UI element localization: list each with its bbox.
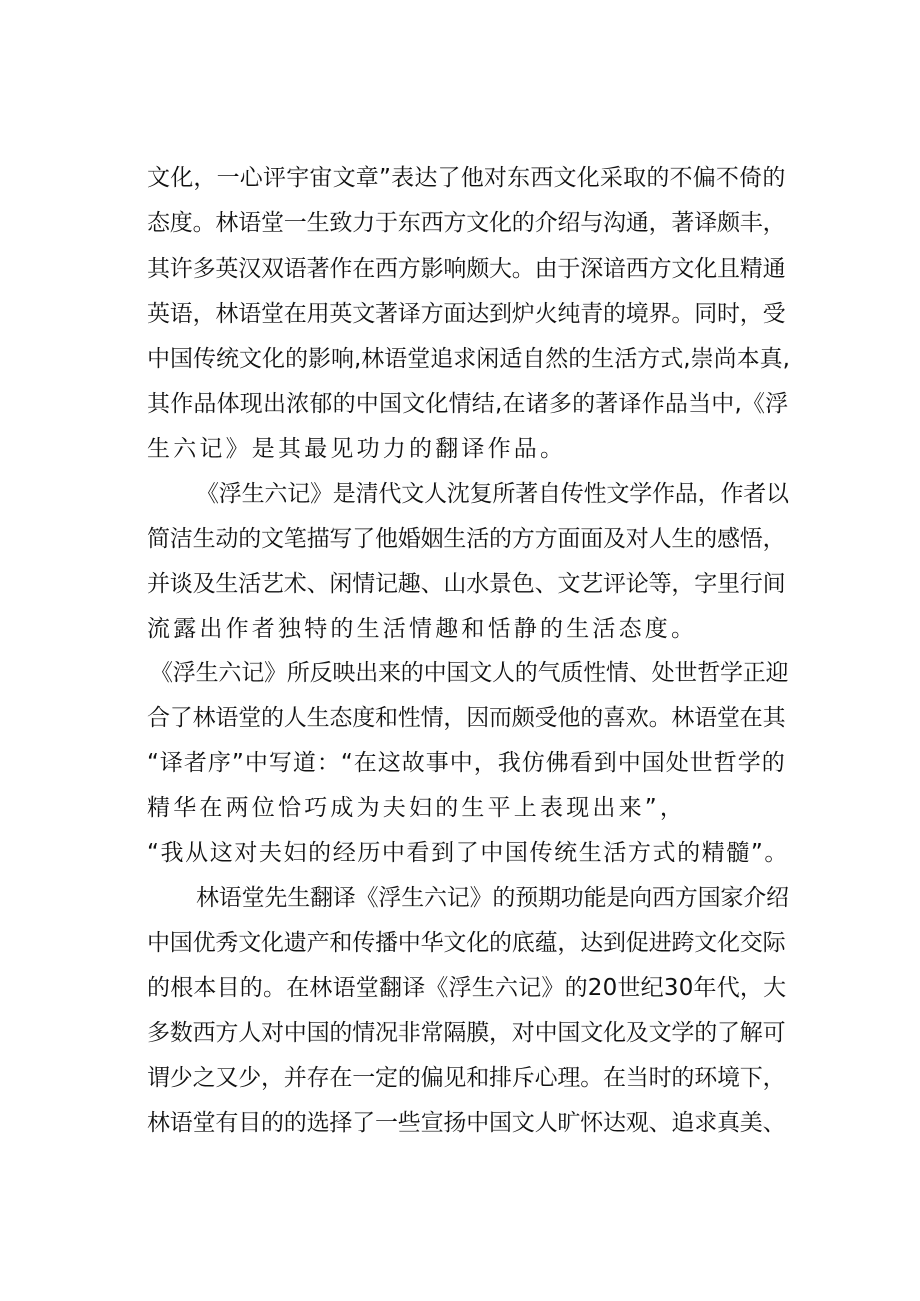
text-line: 其作品体现出浓郁的中国文化情结,在诸多的著译作品当中,《浮 — [147, 391, 789, 417]
text-line: 《浮生六记》所反映出来的中国文人的气质性情、处世哲学正迎 — [150, 660, 789, 686]
text-line: 的根本目的。在林语堂翻译《浮生六记》的20世纪30年代，大 — [147, 975, 787, 1001]
text-line: 流露出作者独特的生活情趣和恬静的生活态度。 — [147, 616, 698, 642]
text-line: 中国优秀文化遗产和传播中华文化的底蕴，达到促进跨文化交际 — [147, 930, 786, 956]
text-line: 简洁生动的文笔描写了他婚姻生活的方方面面及对人生的感悟， — [147, 526, 786, 552]
paragraph-first-line: 《浮生六记》是清代文人沈复所著自传性文学作品，作者以 — [196, 481, 789, 507]
text-line: 其许多英汉双语著作在西方影响颇大。由于深谙西方文化且精通 — [147, 256, 786, 282]
paragraph-first-line: 林语堂先生翻译《浮生六记》的预期功能是向西方国家介绍 — [196, 885, 789, 911]
text-line: “译者序”中写道：“在这故事中，我仿佛看到中国处世哲学的 — [147, 750, 786, 776]
text-line: 谓少之又少，并存在一定的偏见和排斥心理。在当时的环境下， — [147, 1065, 786, 1091]
text-line: “我从这对夫妇的经历中看到了中国传统生活方式的精髓”。 — [147, 840, 790, 866]
text-line: 英语，林语堂在用英文著译方面达到炉火纯青的境界。同时，受 — [147, 301, 786, 327]
text-line: 中国传统文化的影响,林语堂追求闲适自然的生活方式,崇尚本真, — [147, 346, 790, 372]
text-line: 态度。林语堂一生致力于东西方文化的介绍与沟通，著译颇丰， — [147, 210, 786, 236]
text-line: 林语堂有目的的选择了一些宣扬中国文人旷怀达观、追求真美、 — [147, 1110, 786, 1136]
text-line: 合了林语堂的人生态度和性情，因而颇受他的喜欢。林语堂在其 — [147, 705, 786, 731]
text-line: 精华在两位恰巧成为夫妇的生平上表现出来”， — [147, 795, 687, 821]
text-line: 多数西方人对中国的情况非常隔膜，对中国文化及文学的了解可 — [147, 1020, 786, 1046]
text-line: 并谈及生活艺术、闲情记趣、山水景色、文艺评论等，字里行间 — [147, 571, 786, 597]
text-line: 生六记》是其最见功力的翻译作品。 — [147, 436, 567, 462]
text-line: 文化，一心评宇宙文章”表达了他对东西文化采取的不偏不倚的 — [147, 165, 786, 191]
